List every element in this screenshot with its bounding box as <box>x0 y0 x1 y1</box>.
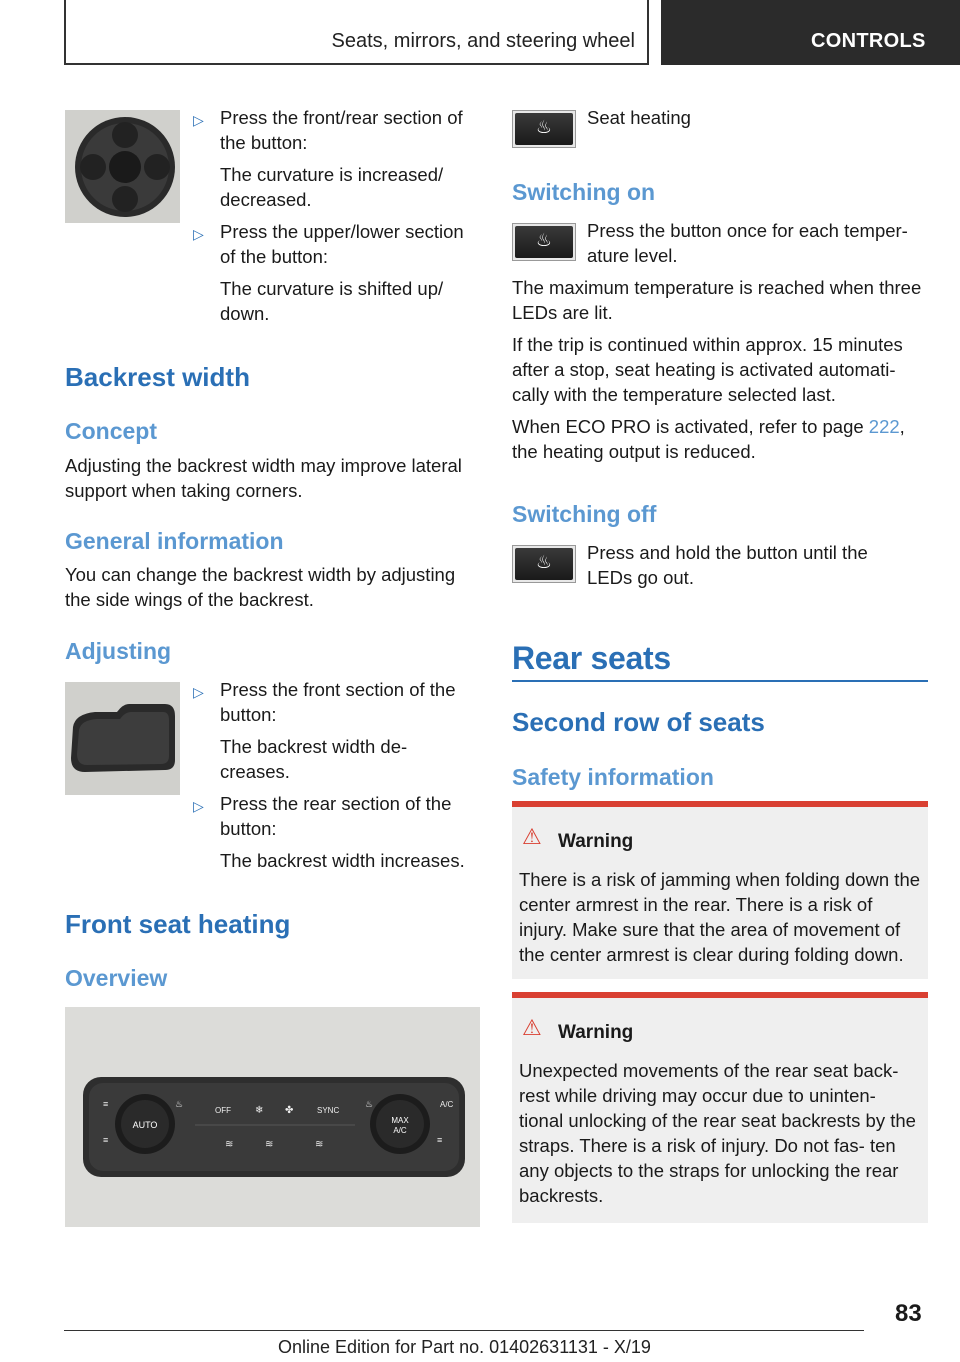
backrest-width-button-icon <box>65 682 180 795</box>
backrest-bullet-2: Press the rear section of the button: <box>220 793 452 839</box>
backrest-bullet-1: Press the front section of the button: <box>220 679 456 725</box>
warning-box-1 <box>512 801 928 979</box>
backrest-width-button-image <box>65 682 180 795</box>
footer-edition: Online Edition for Part no. 01402631131 - X/19 <box>278 1337 651 1357</box>
backrest-width-title: Backrest width <box>65 362 250 392</box>
header-section-box <box>661 0 960 65</box>
concept-text: Adjusting the backrest width may improve lateral support when taking corners. <box>65 455 462 501</box>
svg-text:≋: ≋ <box>265 1139 274 1150</box>
bullet-icon: ▷ <box>193 112 204 128</box>
svg-text:A/C: A/C <box>440 1100 454 1109</box>
switching-on-p3-after: , the heating output is reduced. <box>512 416 905 462</box>
seat-heating-label: Seat heating <box>587 107 691 128</box>
svg-text:≋: ≋ <box>225 1139 234 1150</box>
curvature-result-2: The curvature is shifted up/ down. <box>220 278 444 324</box>
switching-on-button-text: Press the button once for each temper- ature level. <box>587 220 908 266</box>
svg-text:≡: ≡ <box>437 1135 443 1145</box>
climate-panel-image <box>65 1007 480 1227</box>
switching-on-title: Switching on <box>512 179 656 205</box>
switching-on-p3-before: When ECO PRO is activated, refer to page <box>512 416 869 437</box>
svg-text:A/C: A/C <box>393 1126 407 1135</box>
safety-info-title: Safety information <box>512 764 714 790</box>
switching-on-p2: If the trip is continued within approx. 15 minutes after a stop, seat heating is activated automati- cally with the temperature selected last. <box>512 334 903 405</box>
svg-text:SYNC: SYNC <box>317 1106 340 1115</box>
seat-heating-button-image-on <box>512 223 576 261</box>
switching-on-p3 <box>512 414 928 464</box>
seat-heating-icon: ♨ <box>535 117 553 138</box>
warning-1-text: There is a risk of jamming when folding down the center armrest in the rear. There is a risk of injury. Make sure that the area of movement of the center armrest is clear during folding down. <box>519 869 921 965</box>
warning-2-text: Unexpected movements of the rear seat back- rest while driving may occur due to uninten- tional unlocking of the rear seat backrests by the straps. There is a risk of injury. Do not fas- ten any objects to the straps for unlocking the rear backrests. <box>519 1060 916 1206</box>
curvature-bullet-2: Press the upper/lower section of the button: <box>220 221 464 267</box>
curvature-bullet-1: Press the front/rear section of the button: <box>220 107 463 153</box>
switching-on-p1: The maximum temperature is reached when three LEDs are lit. <box>512 277 922 323</box>
svg-text:≡: ≡ <box>103 1099 109 1109</box>
page-number: 83 <box>895 1300 922 1327</box>
switching-off-title: Switching off <box>512 501 657 527</box>
lumbar-button-icon <box>65 110 180 223</box>
warning-icon: ⚠ <box>522 825 542 850</box>
second-row-title: Second row of seats <box>512 707 765 737</box>
svg-text:MAX: MAX <box>391 1116 409 1125</box>
general-info-text: You can change the backrest width by adjusting the side wings of the backrest. <box>65 564 456 610</box>
svg-text:≡: ≡ <box>103 1135 109 1145</box>
footer-rule <box>64 1330 864 1331</box>
svg-text:≋: ≋ <box>315 1139 324 1150</box>
svg-text:OFF: OFF <box>215 1106 231 1115</box>
header-title: Seats, mirrors, and steering wheel <box>331 30 635 52</box>
warning-2-heading: Warning <box>558 1022 634 1043</box>
warning-1-heading: Warning <box>558 831 634 852</box>
curvature-button-image <box>65 110 180 223</box>
seat-heating-button-image-off <box>512 545 576 583</box>
header-section: CONTROLS <box>811 30 926 52</box>
svg-text:♨: ♨ <box>365 1099 374 1109</box>
backrest-result-2: The backrest width increases. <box>220 850 465 871</box>
curvature-result-1: The curvature is increased/ decreased. <box>220 164 444 210</box>
seat-heating-icon: ♨ <box>535 552 553 573</box>
warning-icon: ⚠ <box>522 1016 542 1041</box>
svg-text:AUTO: AUTO <box>132 1120 158 1130</box>
overview-title: Overview <box>65 965 168 991</box>
adjusting-title: Adjusting <box>65 638 172 664</box>
svg-text:✤: ✤ <box>285 1105 294 1116</box>
bullet-icon: ▷ <box>193 684 204 700</box>
concept-title: Concept <box>65 418 157 444</box>
svg-text:♨: ♨ <box>175 1099 184 1109</box>
climate-panel-illustration <box>65 1007 480 1227</box>
rear-seats-rule <box>512 680 928 682</box>
page-reference-link[interactable]: 222 <box>868 416 900 437</box>
bullet-icon: ▷ <box>193 226 204 242</box>
bullet-icon: ▷ <box>193 798 204 814</box>
front-seat-heating-title: Front seat heating <box>65 909 291 939</box>
svg-text:❄: ❄ <box>255 1105 264 1116</box>
rear-seats-title: Rear seats <box>512 640 671 676</box>
warning-box-2 <box>512 992 928 1223</box>
seat-heating-button-image <box>512 110 576 148</box>
backrest-result-1: The backrest width de- creases. <box>220 736 408 782</box>
switching-off-button-text: Press and hold the button until the LEDs go out. <box>587 542 868 588</box>
header-title-box <box>64 0 649 65</box>
seat-heating-icon: ♨ <box>535 230 553 251</box>
general-info-title: General information <box>65 528 284 554</box>
